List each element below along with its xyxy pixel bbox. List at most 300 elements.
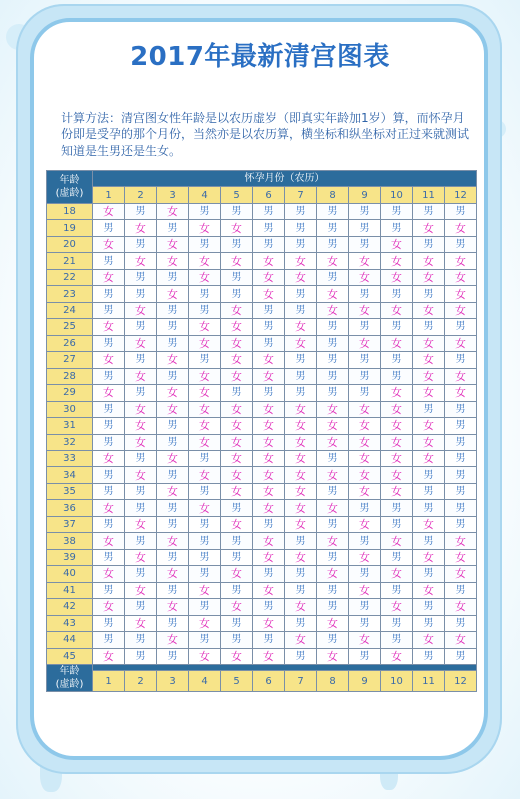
boy-cell: 男	[125, 236, 157, 252]
girl-cell: 女	[189, 368, 221, 384]
boy-cell: 男	[189, 286, 221, 302]
boy-cell: 男	[349, 368, 381, 384]
boy-cell: 男	[125, 385, 157, 401]
girl-cell: 女	[189, 434, 221, 450]
girl-cell: 女	[285, 401, 317, 417]
girl-cell: 女	[125, 368, 157, 384]
table-row	[47, 566, 477, 582]
girl-cell: 女	[189, 500, 221, 516]
boy-cell: 男	[349, 319, 381, 335]
boy-cell: 男	[413, 467, 445, 483]
month-number: 5	[221, 187, 253, 203]
gender-prediction-table	[46, 170, 477, 692]
age-header-line: 年龄	[59, 666, 80, 678]
boy-cell: 男	[413, 203, 445, 219]
boy-cell: 男	[125, 269, 157, 285]
age-cell: 35	[47, 483, 93, 499]
girl-cell: 女	[221, 319, 253, 335]
boy-cell: 男	[221, 533, 253, 549]
boy-cell: 男	[445, 500, 477, 516]
boy-cell: 男	[189, 549, 221, 565]
boy-cell: 男	[253, 319, 285, 335]
boy-cell: 男	[189, 352, 221, 368]
girl-cell: 女	[317, 500, 349, 516]
girl-cell: 女	[253, 434, 285, 450]
boy-cell: 男	[317, 319, 349, 335]
month-number: 9	[349, 187, 381, 203]
boy-cell: 男	[93, 632, 125, 648]
boy-cell: 男	[381, 319, 413, 335]
girl-cell: 女	[445, 302, 477, 318]
girl-cell: 女	[253, 549, 285, 565]
girl-cell: 女	[317, 533, 349, 549]
boy-cell: 男	[381, 220, 413, 236]
boy-cell: 男	[93, 467, 125, 483]
boy-cell: 男	[445, 450, 477, 466]
boy-cell: 男	[157, 582, 189, 598]
age-header-subline: (虚龄)	[55, 679, 84, 691]
age-cell: 19	[47, 220, 93, 236]
boy-cell: 男	[445, 401, 477, 417]
girl-cell: 女	[349, 549, 381, 565]
girl-cell: 女	[285, 335, 317, 351]
boy-cell: 男	[285, 368, 317, 384]
boy-cell: 男	[93, 302, 125, 318]
month-number: 11	[413, 187, 445, 203]
girl-cell: 女	[413, 549, 445, 565]
boy-cell: 男	[381, 615, 413, 631]
girl-cell: 女	[413, 632, 445, 648]
boy-cell: 男	[157, 319, 189, 335]
month-header: 怀孕月份（农历）	[93, 171, 477, 187]
girl-cell: 女	[221, 648, 253, 664]
boy-cell: 男	[445, 236, 477, 252]
girl-cell: 女	[93, 533, 125, 549]
boy-cell: 男	[157, 418, 189, 434]
girl-cell: 女	[445, 566, 477, 582]
boy-cell: 男	[221, 236, 253, 252]
table-row	[47, 467, 477, 483]
table-row	[47, 582, 477, 598]
girl-cell: 女	[445, 549, 477, 565]
girl-cell: 女	[285, 418, 317, 434]
age-cell: 21	[47, 253, 93, 269]
boy-cell: 男	[157, 434, 189, 450]
girl-cell: 女	[253, 582, 285, 598]
boy-cell: 男	[349, 286, 381, 302]
month-number: 3	[157, 671, 189, 692]
month-number: 4	[189, 187, 221, 203]
boy-cell: 男	[221, 385, 253, 401]
age-cell: 33	[47, 450, 93, 466]
month-number: 7	[285, 187, 317, 203]
girl-cell: 女	[189, 220, 221, 236]
boy-cell: 男	[381, 203, 413, 219]
boy-cell: 男	[445, 582, 477, 598]
girl-cell: 女	[253, 648, 285, 664]
girl-cell: 女	[349, 516, 381, 532]
girl-cell: 女	[285, 500, 317, 516]
boy-cell: 男	[349, 615, 381, 631]
boy-cell: 男	[349, 533, 381, 549]
boy-cell: 男	[157, 368, 189, 384]
boy-cell: 男	[413, 401, 445, 417]
boy-cell: 男	[285, 582, 317, 598]
month-number: 6	[253, 671, 285, 692]
girl-cell: 女	[189, 385, 221, 401]
girl-cell: 女	[221, 483, 253, 499]
age-cell: 18	[47, 203, 93, 219]
age-cell: 39	[47, 549, 93, 565]
girl-cell: 女	[413, 418, 445, 434]
girl-cell: 女	[253, 418, 285, 434]
age-cell: 38	[47, 533, 93, 549]
boy-cell: 男	[349, 236, 381, 252]
boy-cell: 男	[413, 566, 445, 582]
boy-cell: 男	[317, 385, 349, 401]
girl-cell: 女	[93, 385, 125, 401]
boy-cell: 男	[125, 632, 157, 648]
boy-cell: 男	[221, 500, 253, 516]
boy-cell: 男	[221, 632, 253, 648]
table-row	[47, 385, 477, 401]
boy-cell: 男	[253, 599, 285, 615]
boy-cell: 男	[221, 549, 253, 565]
boy-cell: 男	[93, 434, 125, 450]
boy-cell: 男	[445, 467, 477, 483]
boy-cell: 男	[157, 302, 189, 318]
boy-cell: 男	[349, 599, 381, 615]
boy-cell: 男	[445, 516, 477, 532]
boy-cell: 男	[157, 269, 189, 285]
boy-cell: 男	[125, 483, 157, 499]
boy-cell: 男	[189, 566, 221, 582]
girl-cell: 女	[125, 220, 157, 236]
boy-cell: 男	[349, 385, 381, 401]
girl-cell: 女	[349, 434, 381, 450]
boy-cell: 男	[445, 418, 477, 434]
girl-cell: 女	[413, 434, 445, 450]
girl-cell: 女	[253, 401, 285, 417]
girl-cell: 女	[253, 253, 285, 269]
table-row	[47, 483, 477, 499]
table-row	[47, 434, 477, 450]
table-row	[47, 516, 477, 532]
boy-cell: 男	[285, 615, 317, 631]
boy-cell: 男	[93, 401, 125, 417]
table-row	[47, 450, 477, 466]
boy-cell: 男	[413, 648, 445, 664]
girl-cell: 女	[221, 434, 253, 450]
month-number-row	[47, 187, 477, 203]
boy-cell: 男	[317, 483, 349, 499]
boy-cell: 男	[317, 582, 349, 598]
boy-cell: 男	[317, 599, 349, 615]
boy-cell: 男	[189, 483, 221, 499]
boy-cell: 男	[285, 236, 317, 252]
table-row	[47, 401, 477, 417]
boy-cell: 男	[125, 203, 157, 219]
age-cell: 34	[47, 467, 93, 483]
girl-cell: 女	[253, 352, 285, 368]
boy-cell: 男	[445, 615, 477, 631]
age-cell: 20	[47, 236, 93, 252]
month-number: 12	[445, 187, 477, 203]
boy-cell: 男	[125, 286, 157, 302]
boy-cell: 男	[93, 418, 125, 434]
girl-cell: 女	[349, 269, 381, 285]
age-cell: 44	[47, 632, 93, 648]
boy-cell: 男	[125, 566, 157, 582]
girl-cell: 女	[253, 467, 285, 483]
girl-cell: 女	[221, 450, 253, 466]
table-row	[47, 220, 477, 236]
boy-cell: 男	[317, 352, 349, 368]
boy-cell: 男	[381, 632, 413, 648]
boy-cell: 男	[157, 335, 189, 351]
boy-cell: 男	[189, 632, 221, 648]
girl-cell: 女	[189, 615, 221, 631]
girl-cell: 女	[157, 253, 189, 269]
table-row	[47, 335, 477, 351]
girl-cell: 女	[253, 450, 285, 466]
boy-cell: 男	[93, 335, 125, 351]
boy-cell: 男	[317, 549, 349, 565]
boy-cell: 男	[381, 352, 413, 368]
girl-cell: 女	[349, 582, 381, 598]
girl-cell: 女	[93, 450, 125, 466]
girl-cell: 女	[413, 335, 445, 351]
age-cell: 29	[47, 385, 93, 401]
girl-cell: 女	[93, 500, 125, 516]
table-row	[47, 302, 477, 318]
month-number: 6	[253, 187, 285, 203]
girl-cell: 女	[381, 401, 413, 417]
table-row	[47, 418, 477, 434]
age-cell: 24	[47, 302, 93, 318]
boy-cell: 男	[285, 566, 317, 582]
girl-cell: 女	[381, 483, 413, 499]
boy-cell: 男	[125, 319, 157, 335]
boy-cell: 男	[125, 648, 157, 664]
table-row	[47, 286, 477, 302]
girl-cell: 女	[349, 302, 381, 318]
girl-cell: 女	[317, 467, 349, 483]
girl-cell: 女	[317, 615, 349, 631]
boy-cell: 男	[221, 286, 253, 302]
girl-cell: 女	[413, 450, 445, 466]
table-row	[47, 319, 477, 335]
table-header-row	[47, 171, 477, 187]
boy-cell: 男	[93, 582, 125, 598]
boy-cell: 男	[317, 335, 349, 351]
boy-cell: 男	[221, 269, 253, 285]
month-number: 2	[125, 671, 157, 692]
girl-cell: 女	[93, 566, 125, 582]
table-row	[47, 203, 477, 219]
girl-cell: 女	[125, 302, 157, 318]
girl-cell: 女	[285, 319, 317, 335]
month-number: 2	[125, 187, 157, 203]
table-row	[47, 533, 477, 549]
month-number: 1	[93, 187, 125, 203]
girl-cell: 女	[125, 335, 157, 351]
boy-cell: 男	[413, 615, 445, 631]
calculation-description: 计算方法：清宫图女性年龄是以农历虚岁（即真实年龄加1岁）算，而怀孕月份即是受孕的那个月份，当然亦是以农历算，横坐标和纵坐标对正过来就测试知道是生男还是生女。	[61, 111, 470, 158]
boy-cell: 男	[381, 286, 413, 302]
boy-cell: 男	[157, 549, 189, 565]
age-column-footer	[47, 665, 93, 692]
boy-cell: 男	[93, 253, 125, 269]
girl-cell: 女	[253, 483, 285, 499]
girl-cell: 女	[189, 401, 221, 417]
boy-cell: 男	[93, 516, 125, 532]
boy-cell: 男	[189, 450, 221, 466]
girl-cell: 女	[285, 467, 317, 483]
table-row	[47, 500, 477, 516]
month-number: 8	[317, 187, 349, 203]
age-cell: 36	[47, 500, 93, 516]
girl-cell: 女	[381, 450, 413, 466]
girl-cell: 女	[381, 434, 413, 450]
boy-cell: 男	[253, 335, 285, 351]
table-row	[47, 368, 477, 384]
girl-cell: 女	[93, 599, 125, 615]
boy-cell: 男	[445, 483, 477, 499]
girl-cell: 女	[157, 385, 189, 401]
boy-cell: 男	[381, 549, 413, 565]
girl-cell: 女	[413, 352, 445, 368]
girl-cell: 女	[157, 286, 189, 302]
boy-cell: 男	[253, 385, 285, 401]
girl-cell: 女	[125, 516, 157, 532]
boy-cell: 男	[125, 500, 157, 516]
girl-cell: 女	[317, 648, 349, 664]
girl-cell: 女	[189, 269, 221, 285]
month-number: 5	[221, 671, 253, 692]
girl-cell: 女	[157, 203, 189, 219]
girl-cell: 女	[413, 368, 445, 384]
boy-cell: 男	[125, 599, 157, 615]
girl-cell: 女	[221, 418, 253, 434]
boy-cell: 男	[445, 648, 477, 664]
boy-cell: 男	[285, 533, 317, 549]
girl-cell: 女	[157, 450, 189, 466]
girl-cell: 女	[349, 401, 381, 417]
girl-cell: 女	[157, 533, 189, 549]
girl-cell: 女	[157, 599, 189, 615]
boy-cell: 男	[157, 648, 189, 664]
boy-cell: 男	[253, 302, 285, 318]
boy-cell: 男	[317, 632, 349, 648]
girl-cell: 女	[413, 269, 445, 285]
girl-cell: 女	[445, 533, 477, 549]
girl-cell: 女	[125, 615, 157, 631]
girl-cell: 女	[285, 269, 317, 285]
girl-cell: 女	[189, 319, 221, 335]
girl-cell: 女	[381, 648, 413, 664]
girl-cell: 女	[285, 632, 317, 648]
girl-cell: 女	[381, 385, 413, 401]
boy-cell: 男	[349, 566, 381, 582]
girl-cell: 女	[381, 599, 413, 615]
boy-cell: 男	[221, 615, 253, 631]
boy-cell: 男	[317, 236, 349, 252]
age-cell: 23	[47, 286, 93, 302]
girl-cell: 女	[93, 203, 125, 219]
girl-cell: 女	[413, 302, 445, 318]
boy-cell: 男	[189, 516, 221, 532]
girl-cell: 女	[349, 632, 381, 648]
girl-cell: 女	[157, 236, 189, 252]
girl-cell: 女	[445, 220, 477, 236]
girl-cell: 女	[221, 368, 253, 384]
boy-cell: 男	[317, 269, 349, 285]
girl-cell: 女	[189, 467, 221, 483]
girl-cell: 女	[285, 516, 317, 532]
boy-cell: 男	[413, 599, 445, 615]
girl-cell: 女	[413, 220, 445, 236]
month-number: 4	[189, 671, 221, 692]
girl-cell: 女	[317, 418, 349, 434]
girl-cell: 女	[125, 253, 157, 269]
girl-cell: 女	[221, 467, 253, 483]
age-cell: 28	[47, 368, 93, 384]
girl-cell: 女	[445, 385, 477, 401]
girl-cell: 女	[93, 319, 125, 335]
girl-cell: 女	[413, 516, 445, 532]
table-row	[47, 269, 477, 285]
girl-cell: 女	[157, 352, 189, 368]
girl-cell: 女	[381, 566, 413, 582]
boy-cell: 男	[93, 483, 125, 499]
girl-cell: 女	[381, 467, 413, 483]
girl-cell: 女	[253, 500, 285, 516]
girl-cell: 女	[125, 549, 157, 565]
boy-cell: 男	[381, 368, 413, 384]
girl-cell: 女	[381, 418, 413, 434]
boy-cell: 男	[189, 599, 221, 615]
table-row	[47, 648, 477, 664]
girl-cell: 女	[221, 599, 253, 615]
age-cell: 27	[47, 352, 93, 368]
boy-cell: 男	[413, 533, 445, 549]
boy-cell: 男	[125, 450, 157, 466]
girl-cell: 女	[93, 269, 125, 285]
girl-cell: 女	[93, 352, 125, 368]
boy-cell: 男	[93, 549, 125, 565]
boy-cell: 男	[157, 615, 189, 631]
boy-cell: 男	[253, 566, 285, 582]
age-cell: 22	[47, 269, 93, 285]
girl-cell: 女	[285, 549, 317, 565]
boy-cell: 男	[253, 203, 285, 219]
age-cell: 43	[47, 615, 93, 631]
girl-cell: 女	[221, 352, 253, 368]
month-number: 3	[157, 187, 189, 203]
girl-cell: 女	[413, 385, 445, 401]
girl-cell: 女	[125, 401, 157, 417]
boy-cell: 男	[93, 368, 125, 384]
girl-cell: 女	[413, 582, 445, 598]
girl-cell: 女	[221, 566, 253, 582]
boy-cell: 男	[381, 500, 413, 516]
age-cell: 26	[47, 335, 93, 351]
girl-cell: 女	[381, 533, 413, 549]
girl-cell: 女	[349, 467, 381, 483]
table-row	[47, 599, 477, 615]
girl-cell: 女	[349, 335, 381, 351]
